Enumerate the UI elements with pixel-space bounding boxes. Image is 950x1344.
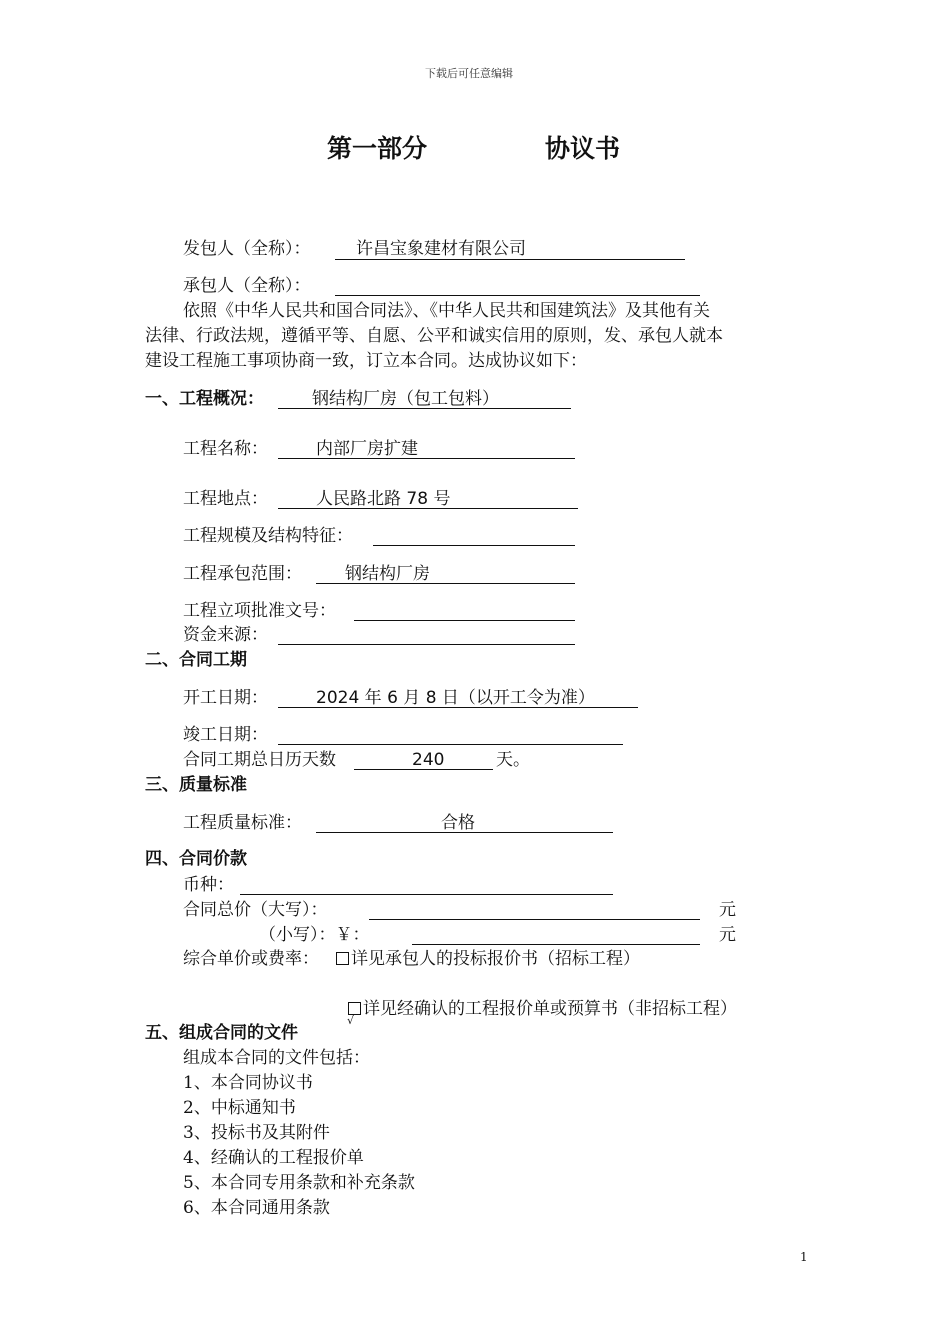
total-price-upper-underline — [369, 919, 700, 920]
project-location-label: 工程地点： — [183, 489, 268, 509]
end-date-underline — [278, 744, 623, 745]
total-price-lower-label: （小写）：￥： — [259, 925, 370, 945]
document-item: 4、经确认的工程报价单 — [183, 1148, 364, 1168]
total-price-lower-unit: 元 — [719, 925, 736, 945]
project-scale-underline — [373, 545, 575, 546]
project-scope-value: 钢结构厂房 — [345, 564, 430, 584]
title-part: 第一部分 — [327, 134, 428, 163]
document-item: 5、本合同专用条款和补充条款 — [183, 1173, 415, 1193]
total-price-lower-underline — [412, 944, 700, 945]
currency-underline — [240, 894, 613, 895]
currency-label: 币种： — [183, 875, 234, 895]
checkmark-icon: √ — [347, 1014, 355, 1027]
project-name-label: 工程名称： — [183, 439, 268, 459]
document-item: 6、本合同通用条款 — [183, 1198, 330, 1218]
total-days-label: 合同工期总日历天数 — [183, 750, 336, 770]
rate-option-1-label: 详见承包人的投标报价书（招标工程） — [351, 949, 640, 969]
start-date-label: 开工日期： — [183, 688, 268, 708]
project-name-value: 内部厂房扩建 — [316, 439, 418, 459]
quality-label: 工程质量标准： — [183, 813, 302, 833]
document-item: 2、中标通知书 — [183, 1098, 296, 1118]
section1-heading: 一、工程概况： — [145, 389, 264, 409]
start-date-value: 2024 年 6 月 8 日（以开工令为准） — [316, 688, 595, 708]
funding-underline — [278, 644, 575, 645]
section2-heading: 二、合同工期 — [145, 650, 247, 670]
documents-intro: 组成本合同的文件包括： — [183, 1048, 370, 1068]
project-scale-label: 工程规模及结构特征： — [183, 526, 353, 546]
total-days-value: 240 — [412, 750, 445, 770]
contractor-underline — [335, 295, 700, 296]
header-note: 下载后可任意编辑 — [425, 67, 513, 80]
end-date-label: 竣工日期： — [183, 725, 268, 745]
total-days-unit: 天。 — [496, 750, 530, 770]
rate-option-2-label: 详见经确认的工程报价单或预算书（非招标工程） — [363, 999, 737, 1019]
employer-label: 发包人（全称）： — [183, 239, 311, 259]
project-overview-value: 钢结构厂房（包工包料） — [312, 389, 499, 409]
funding-label: 资金来源： — [183, 625, 268, 645]
total-price-upper-label: 合同总价（大写）： — [183, 900, 328, 920]
rate-option-1[interactable] — [336, 951, 640, 968]
intro-line-1: 依照《中华人民共和国合同法》、《中华人民共和国建筑法》及其他有关 — [183, 301, 710, 321]
quality-value: 合格 — [441, 813, 475, 833]
rate-option-2[interactable] — [348, 1001, 737, 1018]
employer-underline — [335, 259, 685, 260]
document-item: 3、投标书及其附件 — [183, 1123, 330, 1143]
contractor-label: 承包人（全称）： — [183, 276, 311, 296]
project-approval-label: 工程立项批准文号： — [183, 601, 336, 621]
rate-option-1-checkbox[interactable] — [336, 952, 349, 965]
intro-line-2: 法律、行政法规，遵循平等、自愿、公平和诚实信用的原则，发、承包人就本 — [145, 326, 723, 346]
title-name: 协议书 — [545, 134, 621, 163]
project-scope-label: 工程承包范围： — [183, 564, 302, 584]
rate-label: 综合单价或费率： — [183, 949, 319, 969]
total-price-upper-unit: 元 — [719, 900, 736, 920]
section4-heading: 四、合同价款 — [145, 849, 247, 869]
project-location-value: 人民路北路 78 号 — [316, 489, 451, 509]
project-approval-underline — [354, 620, 575, 621]
intro-line-3: 建设工程施工事项协商一致，订立本合同。达成协议如下： — [145, 351, 587, 371]
document-item: 1、本合同协议书 — [183, 1073, 313, 1093]
section3-heading: 三、质量标准 — [145, 775, 247, 795]
section5-heading: 五、组成合同的文件 — [145, 1023, 298, 1043]
employer-value: 许昌宝象建材有限公司 — [356, 239, 526, 259]
page-number: 1 — [800, 1250, 808, 1264]
